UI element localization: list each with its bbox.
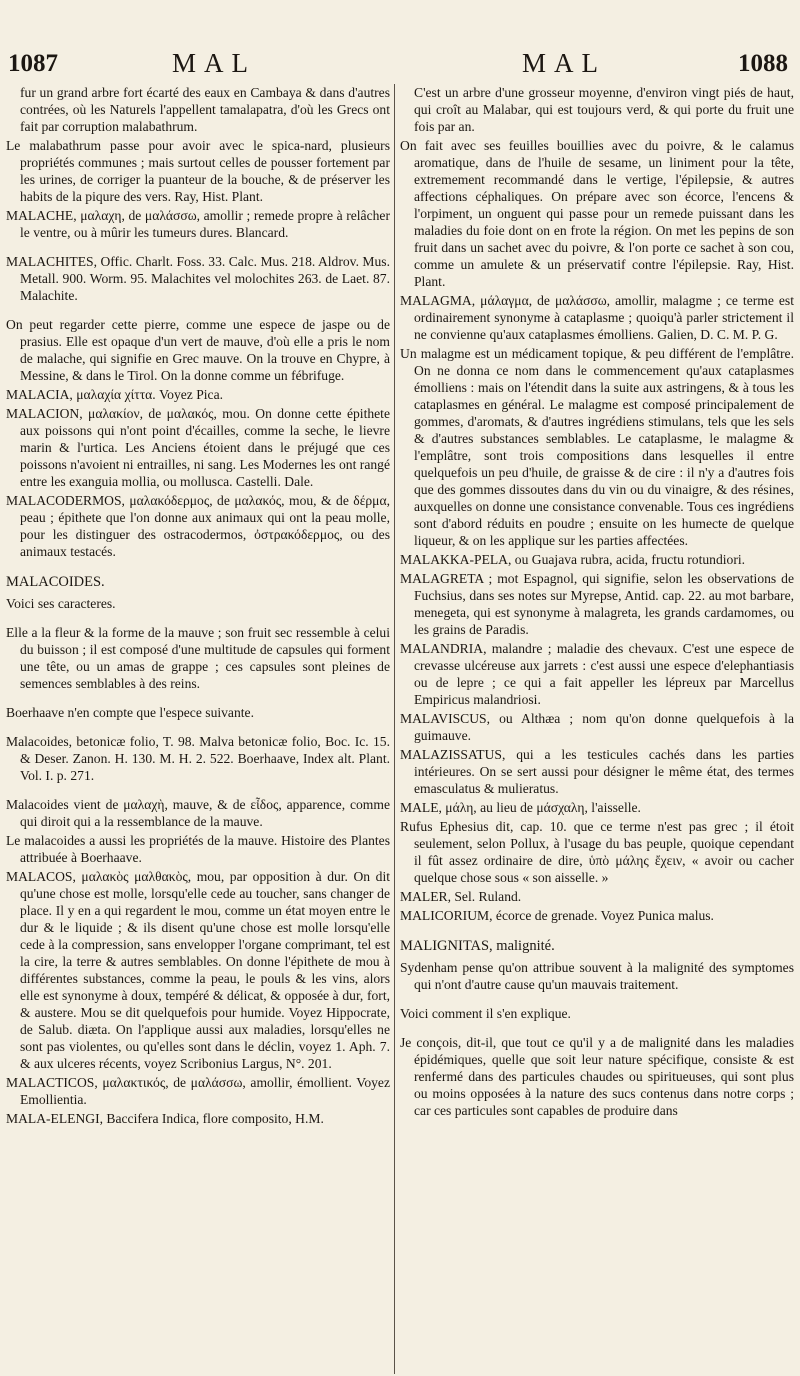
- left-page-number: 1087: [8, 50, 58, 77]
- paragraph: Le malacoides a aussi les propriétés de la mauve. Histoire des Plantes attribuée à Boerhaave.: [6, 833, 390, 865]
- paragraph-gap: [400, 1024, 794, 1034]
- paragraph: Voici ses caracteres.: [6, 596, 116, 611]
- paragraph: MALACIA, μαλαχία χίττα. Voyez Pica.: [6, 387, 224, 402]
- left-running-word: MAL: [172, 48, 256, 78]
- paragraph: Sydenham pense qu'on attribue souvent à la malignité des symptomes qui n'ont d'autre cause qu'un mauvais traitement.: [400, 960, 794, 992]
- paragraph-gap: [400, 995, 794, 1005]
- paragraph: MALACOS, μαλακὸς μαλθακὸς, mou, par opposition à dur. On dit qu'une chose est molle, lorsqu'elle cede au toucher, sans changer de place. Il y en a qui regardent le mou, comme un état moyen entre le dur & le liquide ; & ils disent qu'une chose est molle lorsqu'elle cede à la compression, sans envelopper l'organe comprimant, tel est la cire, la terre & autres semblables. On donne l'épithete de mou à différentes substances, comme la peau, le pouls & les vins, alors elle est synonyme à doux, tempéré & délicat, & opposée à dur, fort, & austere. Mou se dit quelquefois pour humide. Voyez Hippocrate, de Salub. diæta. On l'applique aussi aux maladies, lorsqu'elles ne sont pas violentes, ou qu'elles sont dans le déclin, voyez 1. Aph. 7. & aux ulceres récents, voyez Scribonius Largus, N°. 201.: [6, 869, 390, 1071]
- paragraph: MALICORIUM, écorce de grenade. Voyez Punica malus.: [400, 908, 714, 923]
- entry-heading: MALACOIDES.: [6, 574, 105, 590]
- paragraph: MALAZISSATUS, qui a les testicules cachés dans les parties intérieures. On se sert aussi pour désigner le même état, des termes emasculatus & mulieratus.: [400, 747, 794, 796]
- paragraph: MALA-ELENGI, Baccifera Indica, flore composito, H.M.: [6, 1111, 324, 1126]
- paragraph: C'est un arbre d'une grosseur moyenne, d'environ vingt piés de haut, qui croît au Malabar, qui est toujours verd, & qui porte du fruit une fois par an.: [414, 85, 794, 134]
- paragraph: Rufus Ephesius dit, cap. 10. que ce terme n'est pas grec ; il étoit seulement, selon Pollux, à l'usage du bas peuple, quoique cependant il fût assez ordinaire de dire, ὑπὸ μάλης ἔχειν, « avoir ou cacher quelque chose sous « son aisselle. »: [400, 819, 794, 885]
- right-page-number: 1088: [738, 50, 788, 77]
- paragraph-gap: [6, 694, 390, 704]
- paragraph-gap: [6, 243, 390, 253]
- paragraph: On peut regarder cette pierre, comme une espece de jaspe ou de prasius. Elle est opaque d'un vert de mauve, d'où elle a pris le nom de malache, qui signifie en Grec mauve. On la trouve en Chypre, à Messine, & dans le Tirol. On la donne comme un fébrifuge.: [6, 317, 390, 383]
- paragraph: MALACTICOS, μαλακτικός, de μαλάσσω, amollir, émollient. Voyez Emollientia.: [6, 1075, 390, 1107]
- paragraph: fur un grand arbre fort écarté des eaux en Cambaya & dans d'autres contrées, où les Naturels l'appellent tamalapatra, d'où les Grecs ont fait par corruption malabathrum.: [20, 85, 390, 134]
- paragraph: MALANDRIA, malandre ; maladie des chevaux. C'est une espece de crevasse ulcéreuse aux jarrets : c'est aussi une espece d'elephantiasis ou de lepre ; ce qui a fait appeller les lépreux par Marcellus Empiricus malandriosi.: [400, 641, 794, 707]
- paragraph: Un malagme est un médicament topique, & peu différent de l'emplâtre. On ne donna ce nom dans le commencement qu'aux cataplasmes émolliens : mais on l'étendit dans la suite aux astringens, & à tous les cataplasmes en général. Le malagme est composé principalement de gommes, d'aromats, & d'autres ingrédiens stimulans, tels que les sels & d'autres substances semblables. Le cataplasme, le malagme & l'emplâtre, sont trois compositions dans lesquelles il entre quelquefois un peu d'huile, de graisse & de cire : il n'y a d'autres fois que des gommes dissoutes dans du vin ou du vinaigre, & des résines, auxquelles on donne une consistance convenable. Tous ces ingrédiens sont d'abord réduits en poudre ; ensuite on les humecte de quelque liqueur, & on les applique sur les parties affectées.: [400, 346, 794, 548]
- right-running-word: MAL: [522, 48, 606, 78]
- right-column: [400, 84, 794, 1121]
- paragraph: MALAGMA, μάλαγμα, de μαλάσσω, amollir, malagme ; ce terme est ordinairement synonyme à cataplasme ; quoiqu'à parler strictement il ne convienne qu'aux cataplasmes émolliens. Galien, D. C. M. P. G.: [400, 293, 794, 342]
- paragraph: MALAGRETA ; mot Espagnol, qui signifie, selon les observations de Fuchsius, dans ses notes sur Myrepse, Antid. cap. 22. au mot barbare, menegeta, qui est synonyme à malagreta, les grands cardamomes, ou les grains de Paradis.: [400, 571, 794, 637]
- paragraph: Malacoides, betonicæ folio, T. 98. Malva betonicæ folio, Boc. Ic. 15. & Deser. Zanon. H. 130. M. H. 2. 522. Boerhaave, Index alt. Plant. Vol. I. p. 271.: [6, 734, 390, 783]
- paragraph-gap: [6, 614, 390, 624]
- paragraph: Voici comment il s'en explique.: [400, 1006, 571, 1021]
- paragraph: MALAVISCUS, ou Althæa ; nom qu'on donne quelquefois à la guimauve.: [400, 711, 794, 743]
- paragraph: Elle a la fleur & la forme de la mauve ; son fruit sec ressemble à celui du buisson ; il est composé d'une multitude de capsules qui forment une tête, ou un amas de grappe ; ces capsules sont pleines de semences semblables à des reins.: [6, 625, 390, 691]
- paragraph: MALACION, μαλακίον, de μαλακός, mou. On donne cette épithete aux poissons qui n'ont point d'écailles, comme la seche, le lievre marin & l'urtica. Les Anciens étoient dans le préjugé que ces poissons n'avoient ni entrailles, ni sang. Les Modernes les ont rangé entre les exanguia mollia, ou mollusca. Castelli. Dale.: [6, 406, 390, 489]
- paragraph-gap: [6, 306, 390, 316]
- paragraph: Malacoides vient de μαλαχὴ, mauve, & de εἶδος, apparence, comme qui diroit qui a la ressemblance de la mauve.: [6, 797, 390, 829]
- left-column: [6, 84, 390, 1129]
- paragraph: MALACODERMOS, μαλακόδερμος, de μαλακός, mou, & de δέρμα, peau ; épithete que l'on donne aux animaux qui ont la peau molle, pour les distinguer des ostracodermos, ὀστρακόδερμος, ou des animaux testacés.: [6, 493, 390, 559]
- running-header: [0, 48, 800, 84]
- paragraph-gap: [6, 786, 390, 796]
- paragraph: Le malabathrum passe pour avoir avec le spica-nard, plusieurs propriétés communes ; mais surtout celles de pousser fortement par les urines, de corriger la puanteur de la bouche, & de préserver les habits de la piqure des vers. Ray, Hist. Plant.: [6, 138, 390, 204]
- paragraph: On fait avec ses feuilles bouillies avec du poivre, & le calamus aromatique, dans de l'huile de sesame, un liniment pour la tête, extremement recommandé dans le vertige, l'épilepsie, & autres affections céphaliques. On prépare avec son écorce, l'encens & l'orpiment, un onguent qui passe pour un remede puissant dans les maladies du foie dont on en frote la région. On met les pepins de son fruit dans un sachet avec du poivre, & l'on porte ce sachet à son cou, comme un amulete & un préservatif contre l'épilepsie. Ray, Hist. Plant.: [400, 138, 794, 289]
- paragraph: MALE, μάλη, au lieu de μάσχαλη, l'aisselle.: [400, 800, 641, 815]
- column-divider: [394, 84, 395, 1374]
- paragraph: MALACHE, μαλαχη, de μαλάσσω, amollir ; remede propre à relâcher le ventre, ou à mûrir les tumeurs dures. Blancard.: [6, 208, 390, 240]
- paragraph: Boerhaave n'en compte que l'espece suivante.: [6, 705, 254, 720]
- paragraph: Je conçois, dit-il, que tout ce qu'il y a de malignité dans les maladies épidémiques, quelle que soit leur nature spécifique, consiste & est renfermé dans des particules chaudes ou spiritueuses, qui sont plus ou moins opposées à la nature des sucs contenus dans notre corps ; car ces particules sont capables de produire dans: [400, 1035, 794, 1118]
- paragraph: MALAKKA-PELA, ou Guajava rubra, acida, fructu rotundiori.: [400, 552, 746, 567]
- paragraph: MALER, Sel. Ruland.: [400, 889, 522, 904]
- entry-heading: MALIGNITAS, malignité.: [400, 938, 555, 954]
- paragraph-gap: [6, 723, 390, 733]
- paragraph: MALACHITES, Offic. Charlt. Foss. 33. Calc. Mus. 218. Aldrov. Mus. Metall. 900. Worm. 95. Malachites vel molochites 263. de Laet. 87. Malachite.: [6, 254, 390, 303]
